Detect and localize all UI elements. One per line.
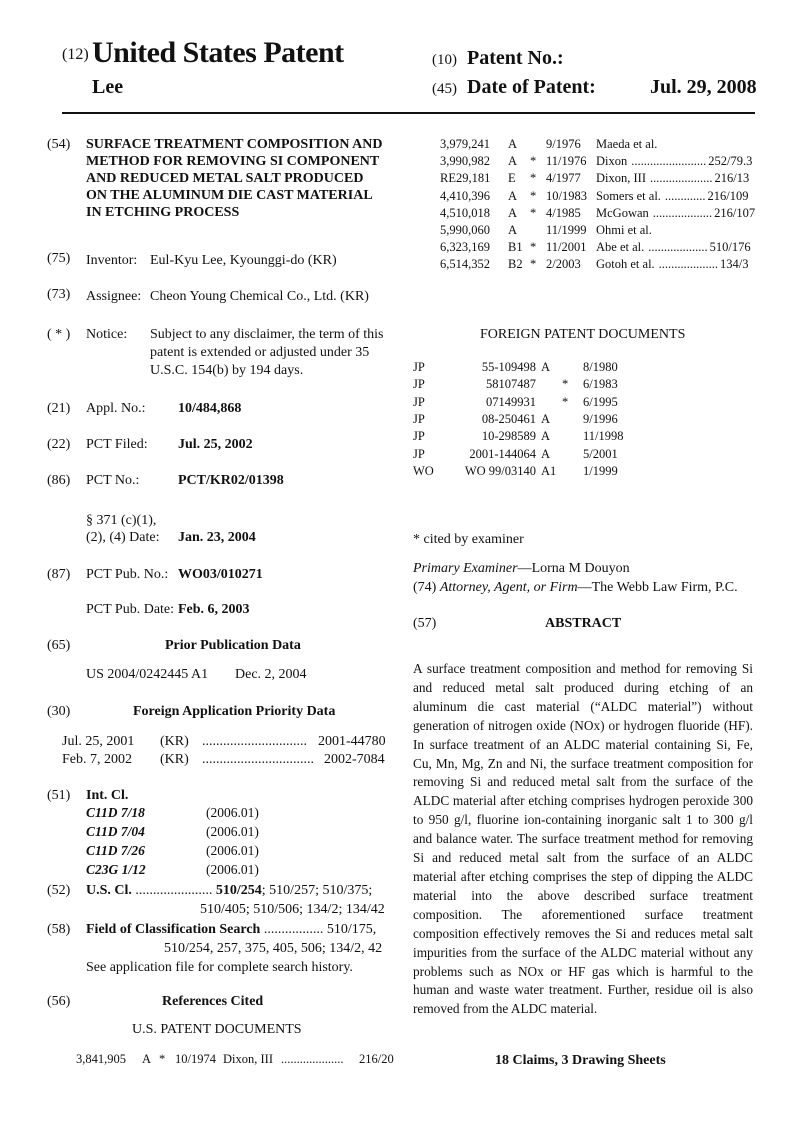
ref-star: *: [159, 1052, 166, 1066]
s371-line-2: (2), (4) Date:: [86, 530, 160, 545]
prior-publication-number: US 2004/0242445 A1: [86, 667, 209, 682]
int-cl-row-2-version: (2006.01): [206, 824, 259, 839]
inventor-value: Eul-Kyu Lee, Kyounggi-do (KR): [150, 253, 337, 268]
patent-no-label: Patent No.:: [467, 47, 564, 69]
pct-pub-no-value: WO03/010271: [178, 567, 263, 582]
foreign-ref-number: 10-298589: [481, 429, 536, 444]
us-cl-dots: ......................: [135, 883, 213, 898]
claims-summary: 18 Claims, 3 Drawing Sheets: [495, 1053, 666, 1068]
ref-name: Maeda et al.: [596, 137, 658, 151]
date-of-patent-label: Date of Patent:: [467, 76, 596, 98]
header-code-45: (45): [432, 81, 457, 97]
foreign-ref-country: JP: [413, 377, 425, 392]
references-cited-heading: References Cited: [162, 994, 264, 1009]
s371-date-value: Jan. 23, 2004: [178, 530, 256, 545]
us-cl-primary: 510/254: [215, 883, 262, 898]
foreign-ref-number: 07149931: [486, 394, 536, 409]
field-51-code: (51): [47, 788, 71, 803]
us-ref-row: [440, 153, 752, 170]
ref-dots: ...................: [658, 257, 719, 272]
foreign-ref-date: 1/1999: [583, 463, 618, 478]
priority-row-1-date: Jul. 25, 2001: [62, 734, 135, 749]
ref-dots: ....................: [281, 1052, 344, 1066]
field-search-line-1: [86, 921, 376, 939]
us-ref-row: [440, 136, 657, 153]
foreign-ref-date: 8/1980: [583, 360, 618, 374]
ref-star: *: [530, 188, 537, 203]
inventor-label: Inventor:: [86, 253, 138, 268]
ref-date: 11/1976: [546, 154, 587, 169]
ref-kind: A: [508, 223, 518, 237]
header-code-10: (10): [432, 52, 457, 68]
ref-date: 10/1983: [546, 188, 587, 203]
field-21-code: (21): [47, 401, 71, 416]
abstract-heading: ABSTRACT: [545, 616, 622, 631]
field-22-code: (22): [47, 437, 71, 452]
foreign-ref-date: 6/1995: [583, 394, 618, 409]
us-ref-row: [440, 170, 749, 187]
foreign-ref-date: 5/2001: [583, 446, 618, 461]
foreign-ref-country: WO: [413, 463, 434, 478]
field-30-code: (30): [47, 704, 71, 719]
int-cl-heading: Int. Cl.: [86, 788, 129, 803]
ref-kind: B1: [508, 240, 523, 255]
invention-title-line-2: METHOD FOR REMOVING SI COMPONENT: [86, 154, 380, 169]
field-56-code: (56): [47, 994, 71, 1009]
foreign-ref-kind: A: [541, 429, 551, 444]
ref-name: Ohmi et al.: [596, 223, 652, 237]
ref-star: *: [530, 205, 537, 220]
us-ref-row: [440, 256, 749, 273]
us-cl-label: U.S. Cl.: [86, 883, 132, 898]
foreign-ref-kind: A: [541, 446, 551, 461]
us-ref-row: [440, 222, 652, 239]
ref-date: 4/1977: [546, 171, 581, 186]
assignee-value: Cheon Young Chemical Co., Ltd. (KR): [150, 289, 369, 304]
ref-date: 11/1999: [546, 223, 587, 237]
assignee-label: Assignee:: [86, 289, 142, 304]
primary-examiner-label: Primary Examiner: [413, 561, 518, 576]
foreign-ref-kind: A: [541, 360, 551, 374]
foreign-priority-heading: Foreign Application Priority Data: [133, 704, 336, 719]
prior-publication-heading: Prior Publication Data: [165, 638, 301, 653]
ref-number: 4,510,018: [440, 205, 490, 220]
cited-by-examiner: * cited by examiner: [413, 532, 524, 547]
header-code-12: (12): [62, 46, 89, 63]
patent-type-title: United States Patent: [92, 36, 344, 69]
foreign-ref-country: JP: [413, 429, 425, 444]
ref-kind: B2: [508, 257, 523, 272]
foreign-ref-number: 08-250461: [481, 411, 536, 426]
us-cl-line-2: 510/405; 510/506; 134/2; 134/42: [200, 902, 385, 917]
ref-date: 4/1985: [546, 205, 581, 220]
foreign-ref-star: *: [562, 394, 569, 409]
ref-class: 252/79.3: [708, 154, 753, 169]
abstract-body: A surface treatment composition and method for removing Si and reduced metal salt produced during etching of an aluminum die cast material (“ALDC material”) without generation of nitrogen oxide (NOx) or hydrogen fluoride (HF). In surface treatment of an ALDC material containing Si, Fe, Cu, Mn, Mg, Zn and Ni, the surface treatment composition for removing Si and reduced metal salt from the surface of the ALDC material after etching comprises hydrogen peroxide 300 to 950 g/l, fluorine ion-containing inorganic salt 1 to 300 g/l and balance water. The surface treatment method for removing Si and reduced metal salt from the surface of an ALDC material after etching comprises the step of dipping the ALDC material into the above described surface treatment composition. The aforementioned surface treatment composition effectively removes the Si and reduces metal salt impurities from the surface of the ALDC material without any problems such as NOx or HF gas which is harmful to the human and waste water treatment. Further, residue oil is also removed from the ALDC material.: [413, 661, 753, 1017]
int-cl-row-3-class: C11D 7/26: [86, 843, 145, 858]
ref-number: RE29,181: [440, 171, 491, 186]
ref-kind: A: [508, 137, 518, 151]
priority-row-2-number: 2002-7084: [324, 752, 385, 767]
notice-code: ( * ): [47, 327, 71, 342]
appl-no-value: 10/484,868: [178, 401, 242, 416]
ref-name: Somers et al.: [596, 188, 661, 203]
field-54-code: (54): [47, 137, 71, 152]
ref-name: Abe et al.: [596, 240, 645, 255]
notice-line-2: patent is extended or adjusted under 35: [150, 345, 370, 360]
attorney-value: —The Webb Law Firm, P.C.: [577, 580, 738, 595]
ref-dots: ....................: [650, 171, 713, 186]
foreign-ref-date: 11/1998: [583, 429, 624, 444]
notice-label: Notice:: [86, 327, 128, 342]
abstract-code: (57): [413, 616, 437, 631]
foreign-ref-number: 2001-144064: [469, 446, 536, 461]
ref-class: 216/13: [714, 171, 750, 186]
ref-kind: A: [508, 188, 518, 203]
field-65-code: (65): [47, 638, 71, 653]
us-ref-row: [440, 239, 751, 256]
s371-line-1: § 371 (c)(1),: [86, 513, 157, 528]
primary-examiner-line: [413, 560, 630, 578]
ref-class: 216/20: [359, 1052, 394, 1066]
ref-date: 10/1974: [175, 1052, 216, 1066]
attorney-label: Attorney, Agent, or Firm: [439, 580, 578, 595]
priority-row-2-dots: ................................: [202, 752, 314, 767]
foreign-ref-kind: A1: [541, 463, 557, 478]
ref-kind: A: [142, 1052, 152, 1066]
pct-pub-date-label: PCT Pub. Date:: [86, 602, 175, 617]
foreign-patent-documents-heading: FOREIGN PATENT DOCUMENTS: [480, 327, 686, 342]
us-ref-row: [440, 205, 755, 222]
foreign-ref-star: *: [562, 377, 569, 392]
ref-star: *: [530, 154, 537, 169]
ref-class: 134/3: [720, 257, 749, 272]
ref-name: Dixon, III: [596, 171, 646, 186]
field-search-label: Field of Classification Search: [86, 922, 261, 937]
ref-number: 4,410,396: [440, 188, 490, 203]
foreign-ref-date: 6/1983: [583, 377, 618, 392]
field-search-value: 510/175,: [326, 922, 377, 937]
invention-title-line-5: IN ETCHING PROCESS: [86, 205, 240, 220]
priority-row-2-country: (KR): [160, 752, 189, 767]
field-75-code: (75): [47, 251, 71, 266]
invention-title-line-4: ON THE ALUMINUM DIE CAST MATERIAL: [86, 188, 373, 203]
us-ref-row-first: [76, 1052, 394, 1067]
ref-class: 510/176: [709, 240, 751, 255]
int-cl-row-4-version: (2006.01): [206, 862, 259, 877]
field-73-code: (73): [47, 287, 71, 302]
attorney-code: (74): [413, 580, 437, 595]
ref-dots: ...................: [648, 240, 708, 255]
ref-star: *: [530, 257, 537, 272]
field-87-code: (87): [47, 567, 71, 582]
pct-no-label: PCT No.:: [86, 473, 140, 488]
ref-star: *: [530, 240, 537, 255]
ref-dots: ........................: [631, 154, 707, 169]
foreign-ref-number: 58107487: [486, 377, 536, 392]
foreign-ref-number: WO 99/03140: [464, 463, 536, 478]
field-52-code: (52): [47, 883, 71, 898]
ref-name: Gotoh et al.: [596, 257, 655, 272]
us-patent-documents-heading: U.S. PATENT DOCUMENTS: [132, 1022, 302, 1037]
field-search-dots: .................: [263, 922, 324, 937]
priority-row-1-dots: ..............................: [202, 734, 307, 749]
ref-dots: ...................: [652, 205, 713, 220]
ref-number: 3,990,982: [440, 154, 490, 169]
ref-kind: E: [508, 171, 516, 186]
field-58-code: (58): [47, 922, 71, 937]
us-cl-secondary: ; 510/257; 510/375;: [261, 883, 373, 898]
us-ref-row: [440, 188, 749, 205]
pct-no-value: PCT/KR02/01398: [178, 473, 284, 488]
ref-class: 216/107: [714, 205, 756, 220]
ref-class: 216/109: [707, 188, 749, 203]
header-rule: [62, 112, 755, 114]
foreign-ref-date: 9/1996: [583, 411, 618, 426]
ref-date: 11/2001: [546, 240, 587, 255]
ref-date: 9/1976: [546, 137, 581, 151]
appl-no-label: Appl. No.:: [86, 401, 146, 416]
field-search-line-3: See application file for complete search history.: [86, 960, 353, 975]
ref-number: 6,514,352: [440, 257, 490, 272]
int-cl-row-1-version: (2006.01): [206, 805, 259, 820]
ref-dots: .............: [664, 188, 706, 203]
invention-title-line-3: AND REDUCED METAL SALT PRODUCED: [86, 171, 364, 186]
ref-number: 3,979,241: [440, 137, 490, 151]
foreign-ref-country: JP: [413, 411, 425, 426]
ref-star: *: [530, 171, 537, 186]
ref-number: 5,990,060: [440, 223, 490, 237]
inventor-surname: Lee: [92, 76, 124, 98]
ref-number: 6,323,169: [440, 240, 490, 255]
pct-pub-date-value: Feb. 6, 2003: [178, 602, 250, 617]
ref-number: 3,841,905: [76, 1052, 126, 1066]
int-cl-row-4-class: C23G 1/12: [86, 862, 146, 877]
foreign-ref-number: 55-109498: [481, 360, 536, 374]
int-cl-row-2-class: C11D 7/04: [86, 824, 145, 839]
us-cl-line-1: [86, 882, 372, 900]
foreign-ref-country: JP: [413, 394, 425, 409]
foreign-ref-country: JP: [413, 446, 425, 461]
priority-row-2-date: Feb. 7, 2002: [62, 752, 132, 767]
attorney-line: [413, 579, 738, 597]
ref-kind: A: [508, 154, 518, 169]
invention-title-line-1: SURFACE TREATMENT COMPOSITION AND: [86, 137, 383, 152]
notice-line-3: U.S.C. 154(b) by 194 days.: [150, 363, 304, 378]
ref-name: Dixon, III: [223, 1052, 273, 1066]
foreign-ref-kind: A: [541, 411, 551, 426]
ref-date: 2/2003: [546, 257, 581, 272]
foreign-ref-country: JP: [413, 360, 425, 374]
int-cl-row-3-version: (2006.01): [206, 843, 259, 858]
priority-row-1-country: (KR): [160, 734, 189, 749]
prior-publication-date: Dec. 2, 2004: [235, 667, 307, 682]
notice-line-1: Subject to any disclaimer, the term of this: [150, 327, 384, 342]
ref-kind: A: [508, 205, 518, 220]
priority-row-1-number: 2001-44780: [318, 734, 386, 749]
int-cl-row-1-class: C11D 7/18: [86, 805, 145, 820]
field-search-line-2: 510/254, 257, 375, 405, 506; 134/2, 42: [164, 941, 383, 956]
ref-name: McGowan: [596, 205, 649, 220]
pct-filed-value: Jul. 25, 2002: [178, 437, 253, 452]
pct-pub-no-label: PCT Pub. No.:: [86, 567, 169, 582]
primary-examiner-value: —Lorna M Douyon: [517, 561, 630, 576]
pct-filed-label: PCT Filed:: [86, 437, 148, 452]
date-of-patent-value: Jul. 29, 2008: [650, 76, 757, 98]
ref-name: Dixon: [596, 154, 628, 169]
field-86-code: (86): [47, 473, 71, 488]
